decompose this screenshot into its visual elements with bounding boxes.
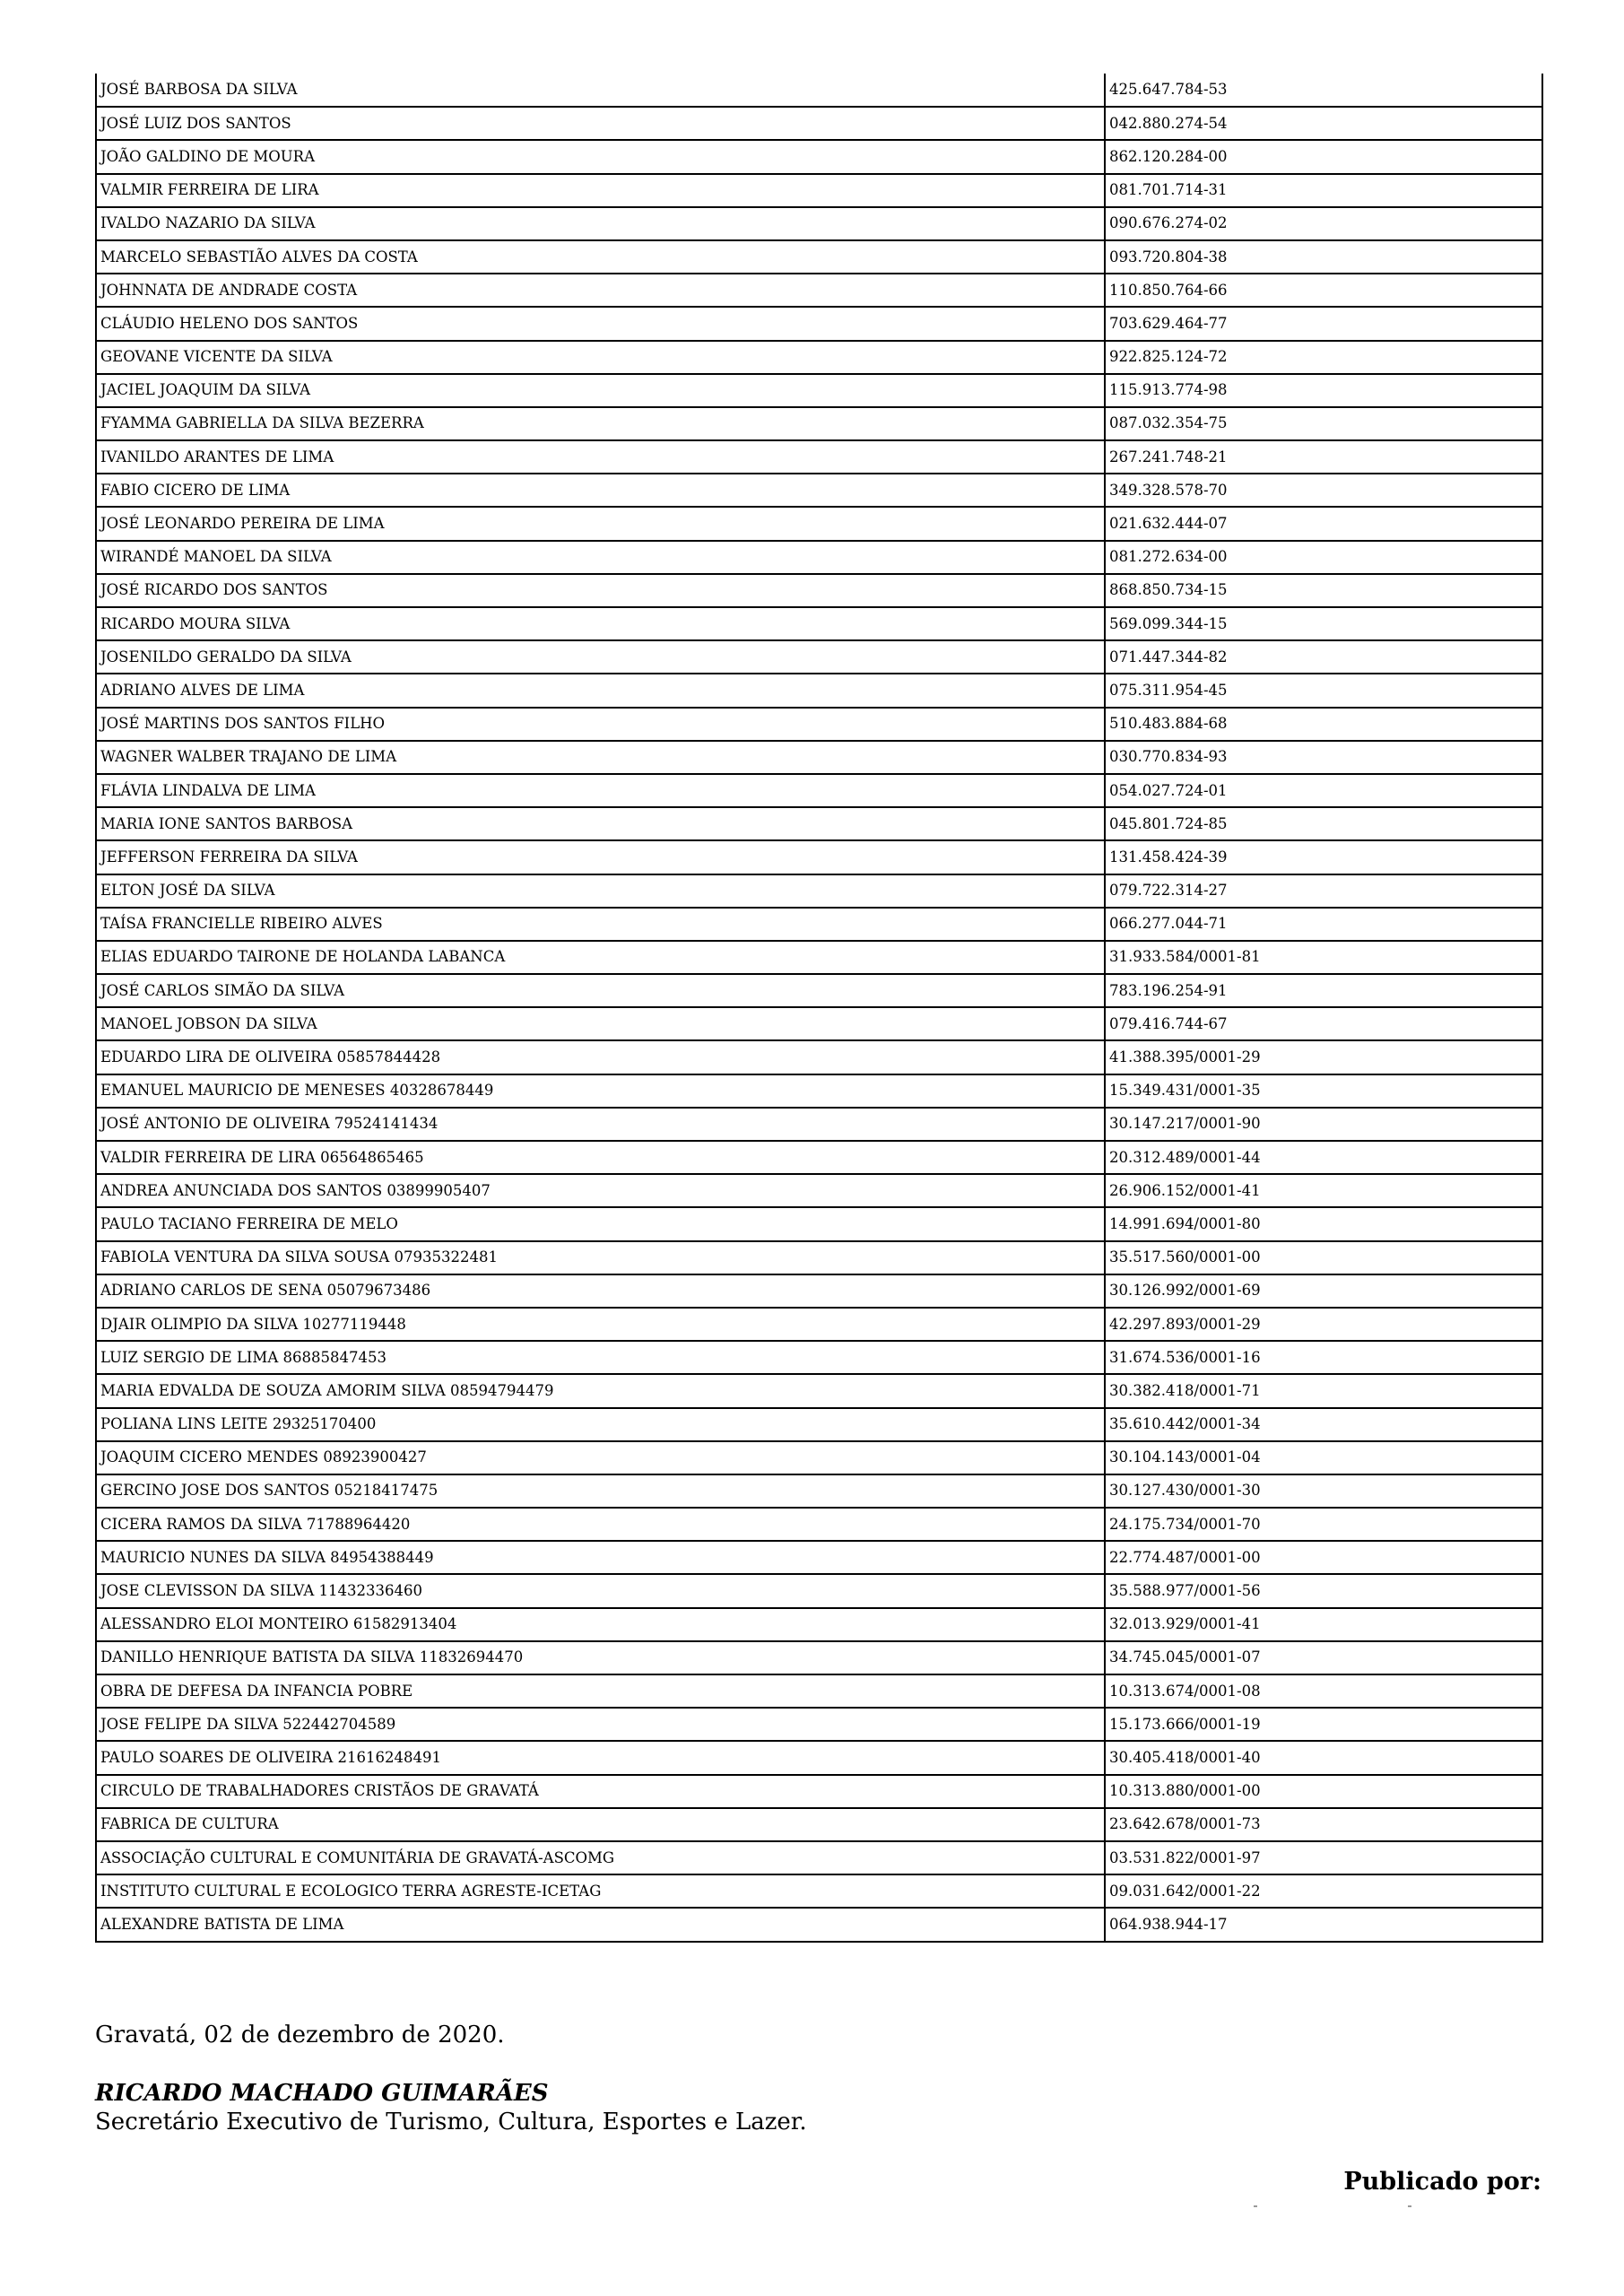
- beneficiary-name-cell: JOSÉ BARBOSA DA SILVA: [96, 74, 1105, 107]
- beneficiary-name-cell: EMANUEL MAURICIO DE MENESES 40328678449: [96, 1074, 1105, 1108]
- beneficiary-document-cell: 26.906.152/0001-41: [1105, 1174, 1542, 1207]
- beneficiary-document-cell: 087.032.354-75: [1105, 407, 1542, 440]
- beneficiary-name-cell: JOÃO GALDINO DE MOURA: [96, 140, 1105, 173]
- beneficiary-name-cell: ALEXANDRE BATISTA DE LIMA: [96, 1908, 1105, 1941]
- signer-name: RICARDO MACHADO GUIMARÃES: [95, 2080, 549, 2107]
- table-row: [96, 1608, 1542, 1641]
- table-row: [96, 1308, 1542, 1341]
- table-row: [96, 1074, 1542, 1108]
- beneficiary-document-cell: 131.458.424-39: [1105, 840, 1542, 874]
- table-row: [96, 1174, 1542, 1207]
- table-row: [96, 1674, 1542, 1708]
- beneficiary-name-cell: JOAQUIM CICERO MENDES 08923900427: [96, 1441, 1105, 1474]
- beneficiary-name-cell: IVALDO NAZARIO DA SILVA: [96, 207, 1105, 240]
- beneficiary-name-cell: JOSÉ RICARDO DOS SANTOS: [96, 574, 1105, 607]
- beneficiary-document-cell: 267.241.748-21: [1105, 440, 1542, 474]
- table-row: [96, 107, 1542, 140]
- beneficiary-document-cell: 922.825.124-72: [1105, 341, 1542, 374]
- beneficiary-name-cell: MARCELO SEBASTIÃO ALVES DA COSTA: [96, 240, 1105, 274]
- beneficiary-name-cell: RICARDO MOURA SILVA: [96, 607, 1105, 640]
- beneficiary-document-cell: 15.173.666/0001-19: [1105, 1708, 1542, 1741]
- beneficiary-name-cell: ADRIANO ALVES DE LIMA: [96, 674, 1105, 707]
- table-row: [96, 1741, 1542, 1774]
- beneficiary-name-cell: JOSÉ ANTONIO DE OLIVEIRA 79524141434: [96, 1108, 1105, 1141]
- date-line: Gravatá, 02 de dezembro de 2020.: [95, 2022, 505, 2048]
- table-row: [96, 807, 1542, 840]
- table-row: [96, 1474, 1542, 1508]
- beneficiary-name-cell: FABRICA DE CULTURA: [96, 1808, 1105, 1841]
- beneficiary-name-cell: LUIZ SERGIO DE LIMA 86885847453: [96, 1341, 1105, 1374]
- beneficiary-name-cell: FABIO CICERO DE LIMA: [96, 474, 1105, 507]
- beneficiary-name-cell: ANDREA ANUNCIADA DOS SANTOS 03899905407: [96, 1174, 1105, 1207]
- published-by-label: Publicado por:: [1343, 2168, 1541, 2196]
- beneficiary-name-cell: WIRANDÉ MANOEL DA SILVA: [96, 541, 1105, 574]
- table-row: [96, 1108, 1542, 1141]
- beneficiary-name-cell: FYAMMA GABRIELLA DA SILVA BEZERRA: [96, 407, 1105, 440]
- table-row: [96, 1341, 1542, 1374]
- table-row: [96, 1274, 1542, 1308]
- beneficiary-document-cell: 703.629.464-77: [1105, 307, 1542, 340]
- beneficiary-name-cell: PAULO TACIANO FERREIRA DE MELO: [96, 1207, 1105, 1240]
- beneficiary-document-cell: 862.120.284-00: [1105, 140, 1542, 173]
- beneficiary-document-cell: 42.297.893/0001-29: [1105, 1308, 1542, 1341]
- beneficiary-name-cell: JOSE CLEVISSON DA SILVA 11432336460: [96, 1574, 1105, 1607]
- beneficiary-name-cell: JOSENILDO GERALDO DA SILVA: [96, 640, 1105, 674]
- beneficiary-name-cell: CLÁUDIO HELENO DOS SANTOS: [96, 307, 1105, 340]
- table-row: [96, 840, 1542, 874]
- table-row: [96, 741, 1542, 774]
- scan-mark: [1254, 2205, 1257, 2207]
- beneficiary-name-cell: JOSÉ CARLOS SIMÃO DA SILVA: [96, 974, 1105, 1007]
- beneficiaries-table-body: [96, 74, 1542, 1942]
- table-row: [96, 1241, 1542, 1274]
- beneficiary-document-cell: 35.588.977/0001-56: [1105, 1574, 1542, 1607]
- beneficiary-name-cell: POLIANA LINS LEITE 29325170400: [96, 1408, 1105, 1441]
- beneficiary-name-cell: TAÍSA FRANCIELLE RIBEIRO ALVES: [96, 908, 1105, 941]
- table-row: [96, 1408, 1542, 1441]
- table-row: [96, 574, 1542, 607]
- table-row: [96, 1441, 1542, 1474]
- beneficiary-document-cell: 35.517.560/0001-00: [1105, 1241, 1542, 1274]
- table-row: [96, 908, 1542, 941]
- table-row: [96, 1541, 1542, 1574]
- beneficiary-name-cell: ASSOCIAÇÃO CULTURAL E COMUNITÁRIA DE GRAVATÁ-ASCOMG: [96, 1841, 1105, 1874]
- table-row: [96, 1841, 1542, 1874]
- beneficiary-document-cell: 081.701.714-31: [1105, 174, 1542, 207]
- table-row: [96, 1040, 1542, 1074]
- beneficiary-name-cell: DJAIR OLIMPIO DA SILVA 10277119448: [96, 1308, 1105, 1341]
- table-row: [96, 1141, 1542, 1174]
- beneficiary-document-cell: 066.277.044-71: [1105, 908, 1542, 941]
- table-row: [96, 941, 1542, 974]
- beneficiary-document-cell: 071.447.344-82: [1105, 640, 1542, 674]
- beneficiary-document-cell: 24.175.734/0001-70: [1105, 1508, 1542, 1541]
- beneficiary-document-cell: 20.312.489/0001-44: [1105, 1141, 1542, 1174]
- beneficiary-name-cell: WAGNER WALBER TRAJANO DE LIMA: [96, 741, 1105, 774]
- beneficiary-document-cell: 868.850.734-15: [1105, 574, 1542, 607]
- table-row: [96, 1207, 1542, 1240]
- beneficiary-document-cell: 30.127.430/0001-30: [1105, 1474, 1542, 1508]
- beneficiary-name-cell: VALDIR FERREIRA DE LIRA 06564865465: [96, 1141, 1105, 1174]
- beneficiary-document-cell: 35.610.442/0001-34: [1105, 1408, 1542, 1441]
- beneficiary-name-cell: MARIA IONE SANTOS BARBOSA: [96, 807, 1105, 840]
- beneficiary-document-cell: 09.031.642/0001-22: [1105, 1874, 1542, 1908]
- beneficiary-name-cell: MAURICIO NUNES DA SILVA 84954388449: [96, 1541, 1105, 1574]
- table-row: [96, 341, 1542, 374]
- beneficiary-document-cell: 030.770.834-93: [1105, 741, 1542, 774]
- signer-role: Secretário Executivo de Turismo, Cultura, Esportes e Lazer.: [95, 2109, 807, 2135]
- table-row: [96, 774, 1542, 807]
- beneficiary-name-cell: CICERA RAMOS DA SILVA 71788964420: [96, 1508, 1105, 1541]
- beneficiaries-table: [95, 74, 1543, 1943]
- table-row: [96, 474, 1542, 507]
- table-row: [96, 874, 1542, 908]
- beneficiary-name-cell: PAULO SOARES DE OLIVEIRA 21616248491: [96, 1741, 1105, 1774]
- beneficiary-name-cell: ALESSANDRO ELOI MONTEIRO 61582913404: [96, 1608, 1105, 1641]
- table-row: [96, 708, 1542, 741]
- beneficiary-document-cell: 23.642.678/0001-73: [1105, 1808, 1542, 1841]
- table-row: [96, 1574, 1542, 1607]
- beneficiary-name-cell: MARIA EDVALDA DE SOUZA AMORIM SILVA 08594794479: [96, 1374, 1105, 1407]
- table-row: [96, 307, 1542, 340]
- table-row: [96, 1508, 1542, 1541]
- table-row: [96, 1808, 1542, 1841]
- beneficiary-name-cell: JOSÉ MARTINS DOS SANTOS FILHO: [96, 708, 1105, 741]
- beneficiary-name-cell: JOSÉ LUIZ DOS SANTOS: [96, 107, 1105, 140]
- beneficiary-document-cell: 349.328.578-70: [1105, 474, 1542, 507]
- beneficiary-document-cell: 14.991.694/0001-80: [1105, 1207, 1542, 1240]
- table-row: [96, 174, 1542, 207]
- table-row: [96, 1641, 1542, 1674]
- beneficiary-name-cell: VALMIR FERREIRA DE LIRA: [96, 174, 1105, 207]
- beneficiary-document-cell: 30.405.418/0001-40: [1105, 1741, 1542, 1774]
- table-row: [96, 140, 1542, 173]
- beneficiary-name-cell: JOSÉ LEONARDO PEREIRA DE LIMA: [96, 507, 1105, 540]
- beneficiary-document-cell: 093.720.804-38: [1105, 240, 1542, 274]
- scan-mark: [1408, 2205, 1411, 2207]
- table-row: [96, 207, 1542, 240]
- table-row: [96, 541, 1542, 574]
- beneficiary-document-cell: 079.722.314-27: [1105, 874, 1542, 908]
- beneficiary-document-cell: 31.674.536/0001-16: [1105, 1341, 1542, 1374]
- beneficiary-name-cell: GEOVANE VICENTE DA SILVA: [96, 341, 1105, 374]
- beneficiary-document-cell: 31.933.584/0001-81: [1105, 941, 1542, 974]
- table-row: [96, 1708, 1542, 1741]
- beneficiary-document-cell: 064.938.944-17: [1105, 1908, 1542, 1941]
- beneficiary-document-cell: 15.349.431/0001-35: [1105, 1074, 1542, 1108]
- table-row: [96, 1874, 1542, 1908]
- table-row: [96, 1007, 1542, 1040]
- beneficiary-document-cell: 783.196.254-91: [1105, 974, 1542, 1007]
- beneficiary-document-cell: 10.313.880/0001-00: [1105, 1775, 1542, 1808]
- table-row: [96, 674, 1542, 707]
- beneficiary-name-cell: JOSE FELIPE DA SILVA 522442704589: [96, 1708, 1105, 1741]
- beneficiary-name-cell: ELIAS EDUARDO TAIRONE DE HOLANDA LABANCA: [96, 941, 1105, 974]
- beneficiary-document-cell: 115.913.774-98: [1105, 374, 1542, 407]
- beneficiary-document-cell: 30.382.418/0001-71: [1105, 1374, 1542, 1407]
- beneficiary-name-cell: JEFFERSON FERREIRA DA SILVA: [96, 840, 1105, 874]
- table-row: [96, 274, 1542, 307]
- beneficiary-name-cell: FLÁVIA LINDALVA DE LIMA: [96, 774, 1105, 807]
- beneficiary-name-cell: ELTON JOSÉ DA SILVA: [96, 874, 1105, 908]
- beneficiary-document-cell: 569.099.344-15: [1105, 607, 1542, 640]
- beneficiary-name-cell: OBRA DE DEFESA DA INFANCIA POBRE: [96, 1674, 1105, 1708]
- beneficiary-document-cell: 30.104.143/0001-04: [1105, 1441, 1542, 1474]
- beneficiary-document-cell: 042.880.274-54: [1105, 107, 1542, 140]
- beneficiary-document-cell: 045.801.724-85: [1105, 807, 1542, 840]
- table-row: [96, 974, 1542, 1007]
- table-row: [96, 1374, 1542, 1407]
- table-row: [96, 440, 1542, 474]
- beneficiary-document-cell: 510.483.884-68: [1105, 708, 1542, 741]
- beneficiary-document-cell: 34.745.045/0001-07: [1105, 1641, 1542, 1674]
- beneficiary-document-cell: 30.126.992/0001-69: [1105, 1274, 1542, 1308]
- table-row: [96, 240, 1542, 274]
- table-row: [96, 507, 1542, 540]
- beneficiary-document-cell: 079.416.744-67: [1105, 1007, 1542, 1040]
- beneficiary-document-cell: 425.647.784-53: [1105, 74, 1542, 107]
- beneficiary-name-cell: ADRIANO CARLOS DE SENA 05079673486: [96, 1274, 1105, 1308]
- beneficiary-document-cell: 021.632.444-07: [1105, 507, 1542, 540]
- beneficiary-document-cell: 30.147.217/0001-90: [1105, 1108, 1542, 1141]
- table-row: [96, 407, 1542, 440]
- beneficiary-name-cell: EDUARDO LIRA DE OLIVEIRA 05857844428: [96, 1040, 1105, 1074]
- beneficiary-document-cell: 075.311.954-45: [1105, 674, 1542, 707]
- beneficiary-name-cell: JOHNNATA DE ANDRADE COSTA: [96, 274, 1105, 307]
- beneficiary-document-cell: 03.531.822/0001-97: [1105, 1841, 1542, 1874]
- table-row: [96, 640, 1542, 674]
- table-row: [96, 1775, 1542, 1808]
- beneficiary-name-cell: GERCINO JOSE DOS SANTOS 05218417475: [96, 1474, 1105, 1508]
- beneficiary-document-cell: 054.027.724-01: [1105, 774, 1542, 807]
- beneficiary-document-cell: 090.676.274-02: [1105, 207, 1542, 240]
- table-row: [96, 1908, 1542, 1941]
- beneficiary-name-cell: FABIOLA VENTURA DA SILVA SOUSA 07935322481: [96, 1241, 1105, 1274]
- beneficiary-name-cell: IVANILDO ARANTES DE LIMA: [96, 440, 1105, 474]
- beneficiary-document-cell: 41.388.395/0001-29: [1105, 1040, 1542, 1074]
- table-row: [96, 74, 1542, 107]
- beneficiary-document-cell: 110.850.764-66: [1105, 274, 1542, 307]
- beneficiary-name-cell: CIRCULO DE TRABALHADORES CRISTÃOS DE GRAVATÁ: [96, 1775, 1105, 1808]
- beneficiary-document-cell: 22.774.487/0001-00: [1105, 1541, 1542, 1574]
- table-row: [96, 607, 1542, 640]
- beneficiary-name-cell: JACIEL JOAQUIM DA SILVA: [96, 374, 1105, 407]
- beneficiary-document-cell: 32.013.929/0001-41: [1105, 1608, 1542, 1641]
- beneficiary-document-cell: 10.313.674/0001-08: [1105, 1674, 1542, 1708]
- beneficiary-name-cell: INSTITUTO CULTURAL E ECOLOGICO TERRA AGRESTE-ICETAG: [96, 1874, 1105, 1908]
- beneficiary-name-cell: MANOEL JOBSON DA SILVA: [96, 1007, 1105, 1040]
- beneficiary-document-cell: 081.272.634-00: [1105, 541, 1542, 574]
- beneficiary-name-cell: DANILLO HENRIQUE BATISTA DA SILVA 11832694470: [96, 1641, 1105, 1674]
- table-row: [96, 374, 1542, 407]
